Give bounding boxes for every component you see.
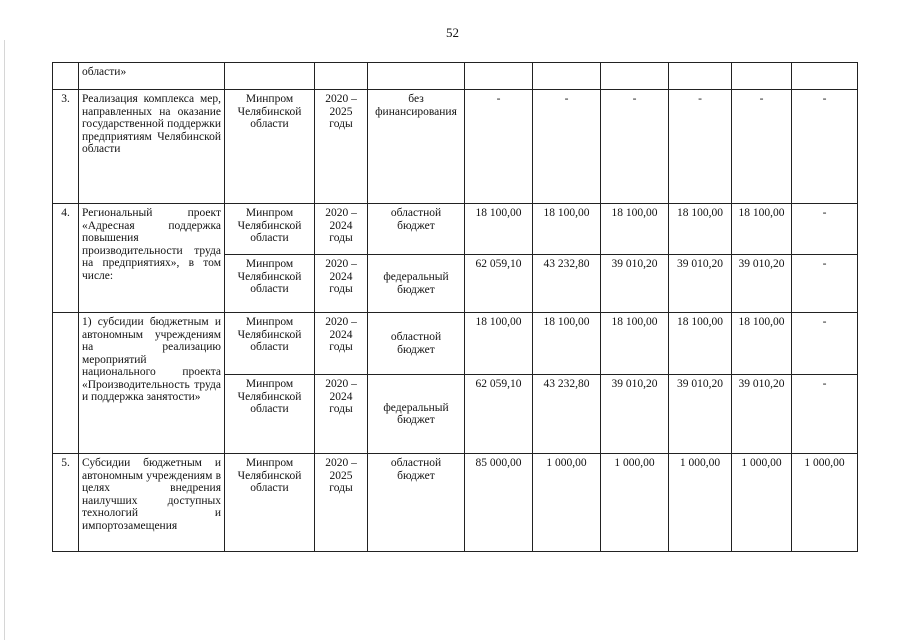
- cell-amount: -: [669, 90, 732, 204]
- cell-period: 2020 – 2024 годы: [315, 255, 368, 313]
- cell-num: [53, 63, 79, 90]
- cell-amount: 18 100,00: [601, 313, 669, 375]
- cell-amount: 1 000,00: [732, 454, 792, 552]
- cell-amount: 43 232,80: [533, 375, 601, 454]
- cell-amount: -: [792, 313, 858, 375]
- cell-name: Региональный проект «Адресная поддержка повышения производительности труда на предприятиях», в том числе:: [79, 204, 225, 313]
- page-number: 52: [446, 25, 459, 40]
- cell-amount: -: [792, 255, 858, 313]
- cell-amount: 39 010,20: [669, 255, 732, 313]
- cell-name: области»: [79, 63, 225, 90]
- cell-source: областной бюджет: [368, 204, 465, 255]
- cell-amount: 39 010,20: [732, 255, 792, 313]
- cell-amount: 18 100,00: [465, 204, 533, 255]
- table-row: [53, 454, 858, 552]
- budget-table: [52, 62, 858, 552]
- cell-amount: 18 100,00: [669, 204, 732, 255]
- cell-source: федеральный бюджет: [368, 255, 465, 313]
- cell-amount: 18 100,00: [732, 204, 792, 255]
- cell-name: 1) субсидии бюджетным и автономным учреждениям на реализацию мероприятий национального проекта «Производительность труда и поддержка занятости»: [79, 313, 225, 454]
- cell-source: областной бюджет: [368, 313, 465, 375]
- cell-num: 4.: [53, 204, 79, 313]
- cell-executor: Минпром Челябинской области: [225, 375, 315, 454]
- cell-amount: 1 000,00: [792, 454, 858, 552]
- cell-amount: 39 010,20: [601, 255, 669, 313]
- cell-amount: 62 059,10: [465, 375, 533, 454]
- table-row: [53, 313, 858, 375]
- cell-amount: 1 000,00: [669, 454, 732, 552]
- cell-amount: 18 100,00: [465, 313, 533, 375]
- cell-name: Субсидии бюджетным и автономным учреждениям в целях внедрения наилучших доступных технологий и импортозамещения: [79, 454, 225, 552]
- cell-executor: Минпром Челябинской области: [225, 90, 315, 204]
- cell-amount: 39 010,20: [669, 375, 732, 454]
- cell-amount: 1 000,00: [533, 454, 601, 552]
- cell-name: Реализация комплекса мер, направленных на оказание государственной поддержки предприятиям Челябинской области: [79, 90, 225, 204]
- page-edge-rule: [4, 40, 5, 640]
- cell-amount: 62 059,10: [465, 255, 533, 313]
- cell-amount: -: [792, 90, 858, 204]
- cell-amount: 18 100,00: [669, 313, 732, 375]
- cell-amount: 18 100,00: [732, 313, 792, 375]
- cell-period: 2020 – 2025 годы: [315, 454, 368, 552]
- cell-period: 2020 – 2024 годы: [315, 204, 368, 255]
- cell-period: 2020 – 2024 годы: [315, 313, 368, 375]
- cell-num: [53, 313, 79, 454]
- cell-period: 2020 – 2025 годы: [315, 90, 368, 204]
- cell-amount: -: [533, 90, 601, 204]
- table-row: [53, 204, 858, 255]
- cell-amount: 18 100,00: [533, 204, 601, 255]
- cell-num: 3.: [53, 90, 79, 204]
- cell-amount: 39 010,20: [601, 375, 669, 454]
- table-row-continuation: [53, 63, 858, 90]
- cell-executor: Минпром Челябинской области: [225, 255, 315, 313]
- cell-amount: -: [792, 204, 858, 255]
- cell-source: без финансирования: [368, 90, 465, 204]
- cell-amount: -: [732, 90, 792, 204]
- cell-source: федеральный бюджет: [368, 375, 465, 454]
- cell-executor: Минпром Челябинской области: [225, 204, 315, 255]
- cell-num: 5.: [53, 454, 79, 552]
- cell-executor: Минпром Челябинской области: [225, 313, 315, 375]
- cell-source: областной бюджет: [368, 454, 465, 552]
- cell-amount: -: [792, 375, 858, 454]
- cell-amount: -: [465, 90, 533, 204]
- cell-amount: 18 100,00: [533, 313, 601, 375]
- cell-period: 2020 – 2024 годы: [315, 375, 368, 454]
- cell-amount: 39 010,20: [732, 375, 792, 454]
- cell-amount: 43 232,80: [533, 255, 601, 313]
- cell-amount: 18 100,00: [601, 204, 669, 255]
- table-row: [53, 90, 858, 204]
- cell-amount: 85 000,00: [465, 454, 533, 552]
- cell-amount: -: [601, 90, 669, 204]
- cell-amount: 1 000,00: [601, 454, 669, 552]
- cell-executor: Минпром Челябинской области: [225, 454, 315, 552]
